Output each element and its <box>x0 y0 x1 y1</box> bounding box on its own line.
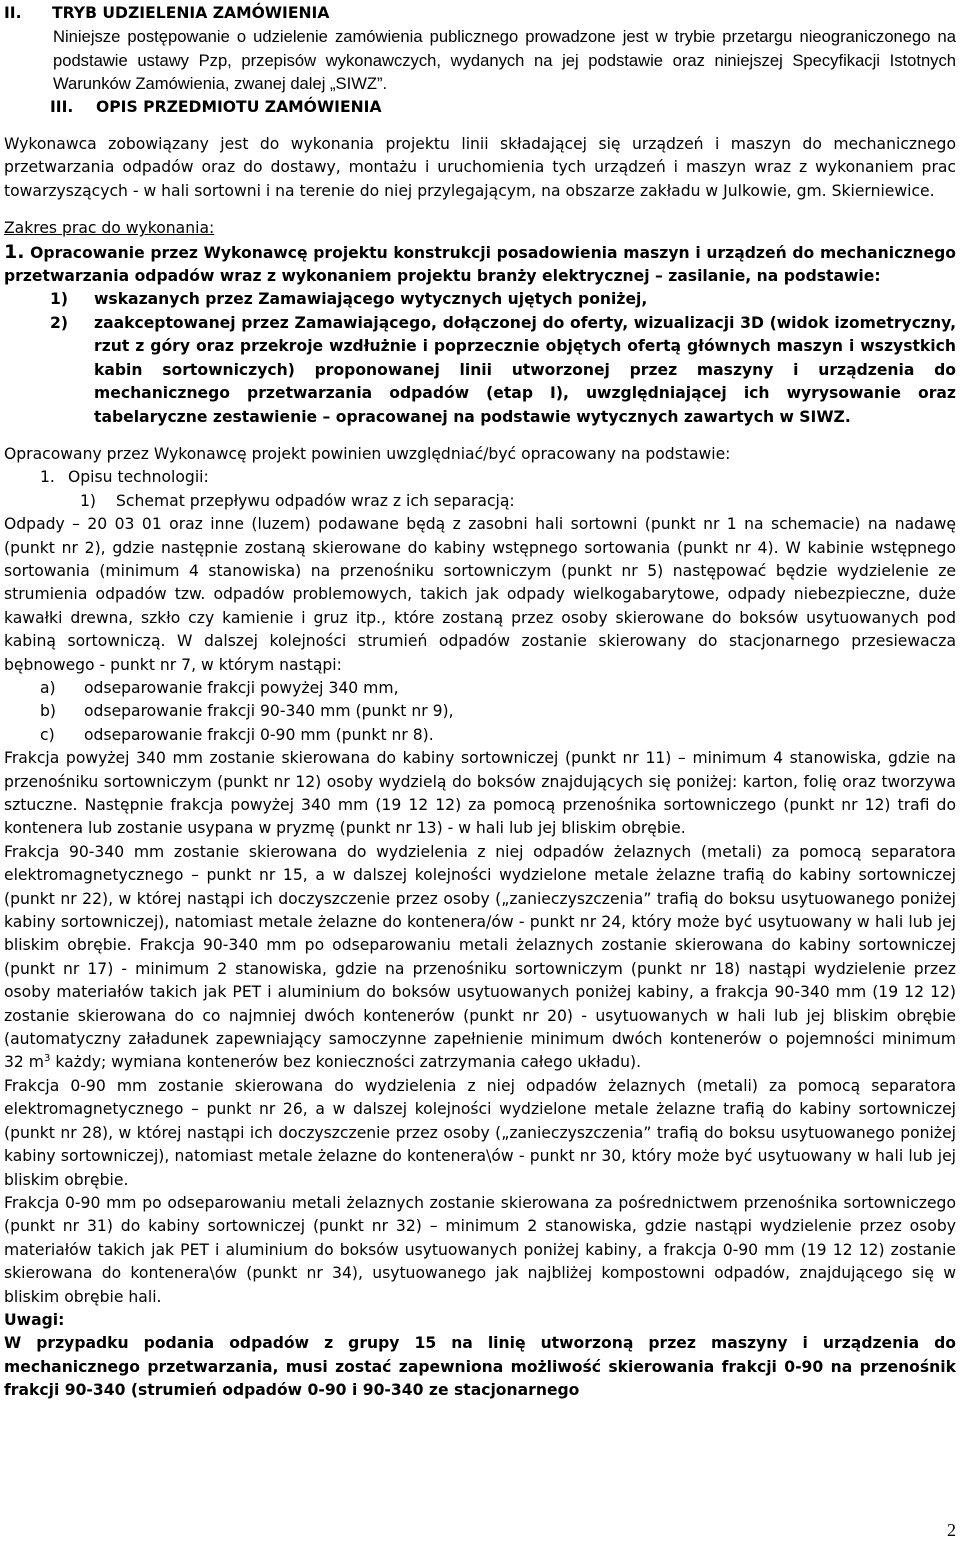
paragraph: Frakcja powyżej 340 mm zostanie skierowana do kabiny sortowniczej (punkt nr 11) – minimum 4 stanowiska, gdzie na przenośniku sortowniczym (punkt nr 12) osoby wydzielą do boksów znajdujących się poniżej: karton, folię oraz tworzywa sztuczne. Następnie frakcja powyżej 340 mm (19 12 12) za pomocą przenośnika sortowniczego (punkt nr 12) trafi do kontenera lub zostanie usypana w pryzmę (punkt nr 13) - w hali lub jej bliskim obrębie. <box>4 749 956 838</box>
sub-item-2: 2) zaakceptowanej przez Zamawiającego, dołączonej do oferty, wizualizacji 3D (widok izometryczny, rzut z góry oraz przekroje wzdłużnie i poprzecznie objętych ofertą głównych maszyn i wszystkich kabin sortowniczych) proponowanej linii utworzonej przez maszyny i urządzenia do mechanicznego przetwarzania odpadów (etap I), uwzględniającej ich wyrysowanie oraz tabelaryczne zestawienie – opracowanej na podstawie wytycznych zawartych w SIWZ. <box>50 313 956 426</box>
scope-item-1 <box>4 241 956 289</box>
paragraph: Frakcja 90-340 mm zostanie skierowana do wydzielenia z niej odpadów żelaznych (metali) za pomocą separatora elektromagnetycznego – punkt nr 15, a w dalszej kolejności wydzielone metale żelazne trafią do kabiny sortowniczej (punkt nr 22), w której nastąpi ich doczyszczenie przez osoby („zanieczyszczenia” trafią do boksu usytuowanego poniżej kabiny sortowniczej), natomiast metale żelazne do kontenera/ów - punkt nr 24, który może być usytuowany w hali lub jej bliskim obrębie. Frakcja 90-340 mm po odseparowaniu metali żelaznych zostanie skierowana do kabiny sortowniczej (punkt nr 17) - minimum 2 stanowiska, gdzie na przenośniku sortowniczym (punkt nr 18) nastąpi wydzielenie przez osoby materiałów takich jak PET i aluminium do boksów usytuowanych poniżej kabiny, a frakcja 90-340 mm (19 12 12) zostanie skierowana do co najmniej dwóch kontenerów (punkt nr 20) - usytuowanych w hali lub jej bliskim obrębie (automatyczny załadunek zapewniający samoczynne zapełnienie minimum dwóch kontenerów o pojemności minimum 32 $m^3$ każdy; wymiana kontenerów bez konieczności zatrzymania całego układu). <box>4 842 956 1072</box>
paragraph: Odpady – 20 03 01 oraz inne (luzem) podawane będą z zasobni hali sortowni (punkt nr 1 na schemacie) na nadawę (punkt nr 2), gdzie następnie zostaną skierowane do kabiny wstępnego sortowania (punkt nr 4). W kabinie wstępnego sortowania (minimum 4 stanowiska) na przenośniku sortowniczym (punkt nr 5) następować będzie wydzielenie ze strumienia odpadów tzw. odpadów problemowych, takich jak odpady wielkogabarytowe, odpady niebezpieczne, duże kawałki drewna, szkło czy kamienie i gruz itp., które zostaną przez osoby skierowane do boksów usytuowanych pod kabiną sortowniczą. W dalszej kolejności strumień odpadów zostanie skierowany do stacjonarnego przesiewacza bębnowego - punkt nr 7, w którym nastąpi: <box>4 515 956 674</box>
section-number: II. <box>4 4 22 22</box>
paragraph: Wykonawca zobowiązany jest do wykonania projektu linii składającej się urządzeń i maszyn do mechanicznego przetwarzania odpadów oraz do dostawy, montażu i uruchomienia tych urządzeń i maszyn wraz z wykonaniem prac towarzyszących - w hali sortowni i na terenie do niej przylegającym, na obszarze zakładu w Julkowie, gm. Skierniewice. <box>4 135 956 200</box>
paragraph: Niniejsze postępowanie o udzielenie zamówienia publicznego prowadzone jest w trybie przetargu nieograniczonego na podstawie ustawy Pzp, przepisów wykonawczych, wydanych na jej podstawie oraz niniejszej Specyfikacji Istotnych Warunków Zamówienia, zwanej dalej „SIWZ”. <box>53 27 956 94</box>
paragraph: Frakcja 0-90 mm po odseparowaniu metali żelaznych zostanie skierowana za pośrednictwem przenośnika sortowniczego (punkt nr 31) do kabiny sortowniczej (punkt nr 32) – minimum 2 stanowiska, gdzie nastąpi wydzielenie przez osoby materiałów takich jak PET i aluminium do boksów usytuowanych poniżej kabiny, a frakcja 0-90 mm (19 12 12) zostanie skierowana do kontenera\ów (punkt nr 34), usytuowanego jak najbliżej kompostowni odpadów, znajdującego się w bliskim obrębie hali. <box>4 1193 956 1306</box>
paragraph: Frakcja 0-90 mm zostanie skierowana do wydzielenia z niej odpadów żelaznych (metali) za pomocą separatora elektromagnetycznego – punkt nr 26, a w dalszej kolejności wydzielone metale żelazne trafią do kabiny sortowniczej (punkt nr 28), w której nastąpi ich doczyszczenie przez osoby („zanieczyszczenia” trafią do boksu usytuowanego poniżej kabiny sortowniczej), natomiast metale żelazne do kontenera\ów - punkt nr 30, który może być usytuowany w hali lub jej bliskim obrębie. <box>4 1076 956 1189</box>
section-heading-2 <box>4 2 956 25</box>
page-number: 2 <box>947 1520 956 1540</box>
scope-label: Zakres prac do wykonania: <box>4 219 215 238</box>
notes-text: W przypadku podania odpadów z grupy 15 na linię utworzoną przez maszyny i urządzenia do mechanicznego przetwarzania, musi zostać zapewniona możliwość skierowania frakcji 0-90 na przenośnik frakcji 90-340 (strumień odpadów 0-90 i 90-340 ze stacjonarnego <box>4 1334 956 1400</box>
paragraph: Opracowany przez Wykonawcę projekt powinien uwzględniać/być opracowany na podstawie: <box>4 444 731 463</box>
list-item: 1) Schemat przepływu odpadów wraz z ich separacją: <box>80 491 515 510</box>
notes-label: Uwagi: <box>4 1310 65 1329</box>
document-page <box>4 2 956 1403</box>
list-item: a) odseparowanie frakcji powyżej 340 mm, <box>40 678 399 697</box>
list-item: 1. Opisu technologii: <box>40 468 209 487</box>
section-number: III. <box>50 97 74 116</box>
list-item: b) odseparowanie frakcji 90-340 mm (punkt nr 9), <box>40 702 454 721</box>
item-number: 1. <box>4 240 25 263</box>
section-2-body <box>4 25 956 95</box>
section-title: TRYB UDZIELENIA ZAMÓWIENIA <box>52 4 330 22</box>
sub-item-1: 1) wskazanych przez Zamawiającego wytycznych ujętych poniżej, <box>50 290 648 309</box>
section-heading-3 <box>4 96 956 119</box>
list-item: c) odseparowanie frakcji 0-90 mm (punkt nr 8). <box>40 725 434 744</box>
section-title: OPIS PRZEDMIOTU ZAMÓWIENIA <box>96 97 382 116</box>
item-text: Opracowanie przez Wykonawcę projektu konstrukcji posadowienia maszyn i urządzeń do mechanicznego przetwarzania odpadów wraz z wykonaniem projektu branży elektrycznej – zasilanie, na podstawie: <box>4 243 956 286</box>
